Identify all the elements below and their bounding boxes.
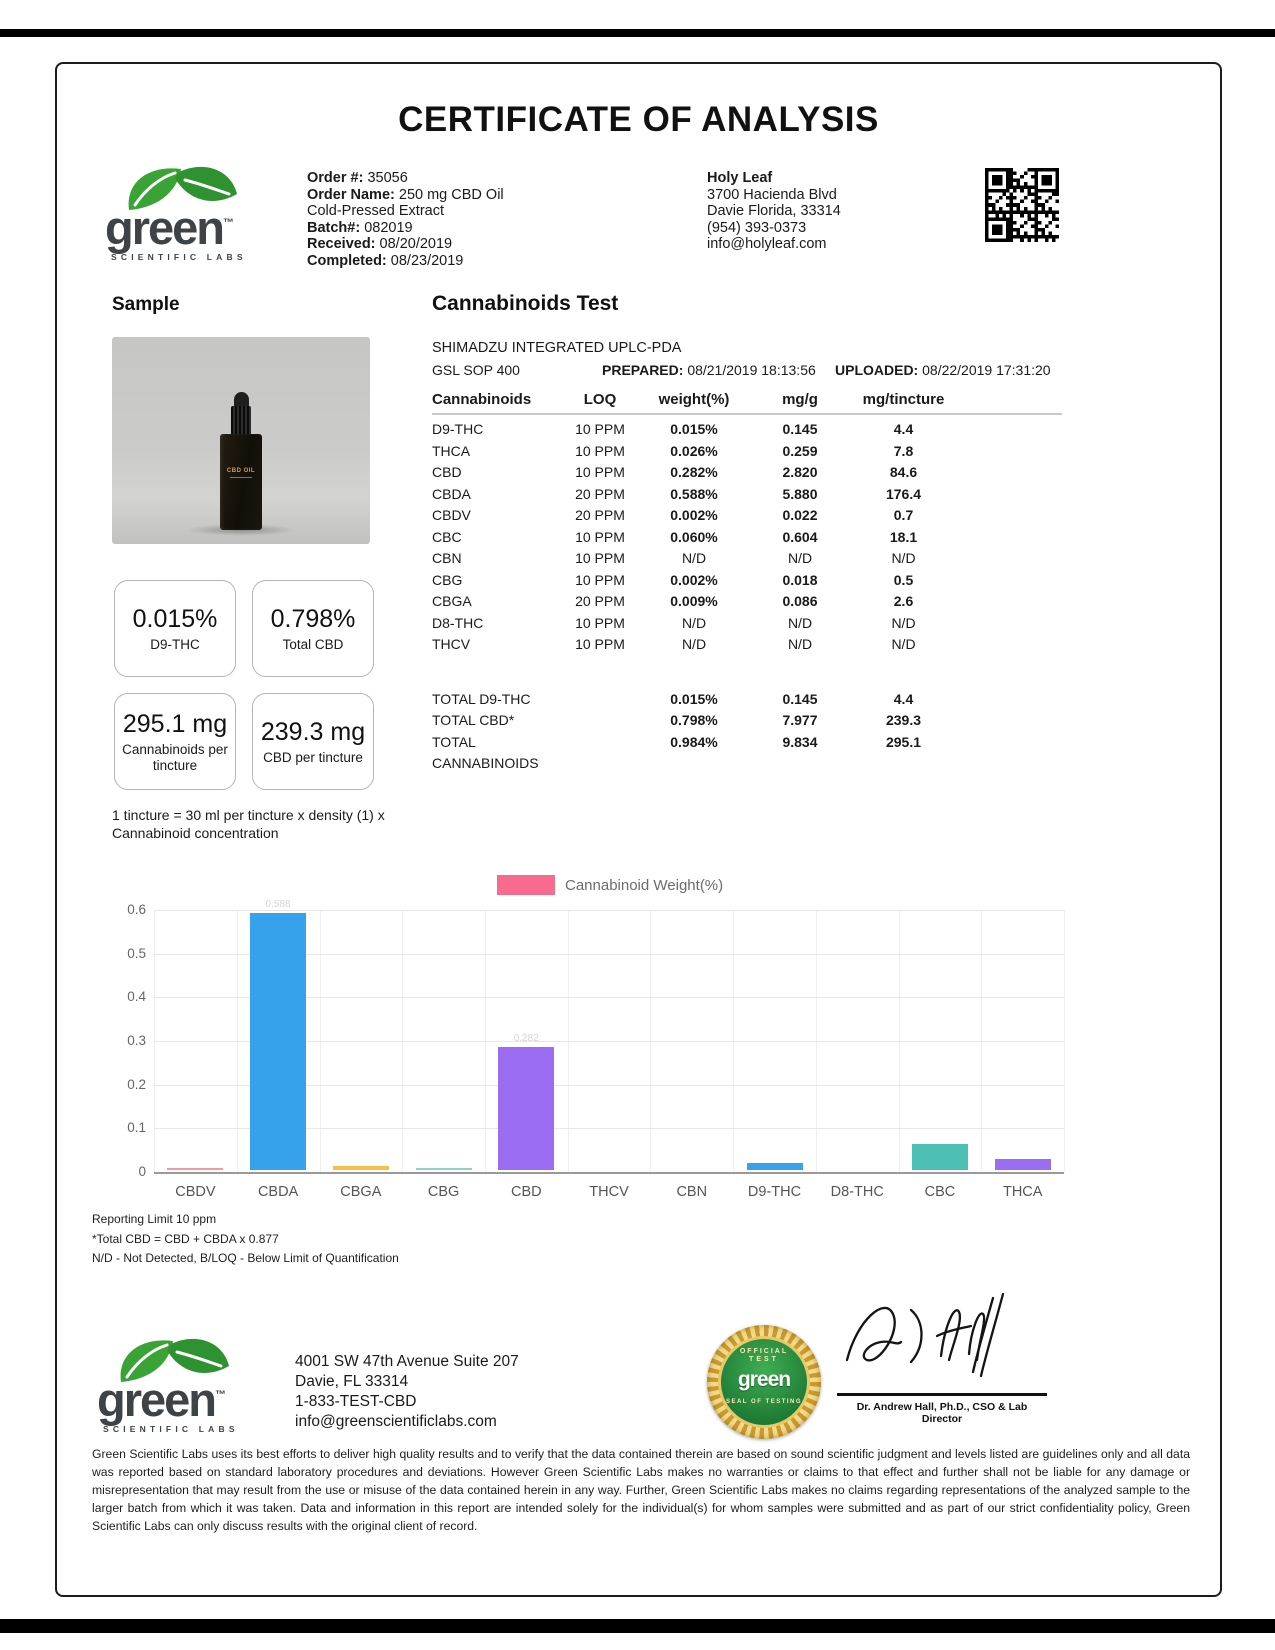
order-info-line: Completed: 08/23/2019 [307, 252, 464, 269]
footer-logo-wordmark: green™ [97, 1373, 226, 1426]
x-axis-label: CBDV [175, 1184, 216, 1200]
table-row [432, 570, 1077, 592]
table-cell: CBGA [432, 593, 472, 609]
stat-label: Total CBD [282, 636, 344, 652]
uploaded-value: 08/22/2019 17:31:20 [922, 362, 1051, 378]
chart-bar [995, 1159, 1051, 1170]
sample-stats [114, 580, 374, 790]
table-cell: N/D [681, 550, 707, 566]
table-cell: 10 PPM [575, 636, 625, 652]
table-cell: 0.022 [782, 507, 818, 523]
table-cell: THCA [432, 442, 471, 459]
table-cell [562, 710, 638, 732]
footnote-line: *Total CBD = CBD + CBDA x 0.877 [92, 1231, 279, 1246]
table-cell: 0.7 [893, 507, 914, 523]
x-axis-label: THCA [1002, 1184, 1043, 1200]
x-axis-label: CBG [427, 1184, 460, 1200]
chart-bar [333, 1166, 389, 1170]
stat-value: 295.1 mg [122, 710, 228, 738]
table-cell: 0.145 [782, 690, 818, 707]
table-header-cell: mg/g [782, 391, 818, 408]
dropper-bulb [234, 392, 249, 407]
stat-label: D9-THC [150, 636, 200, 652]
prepared-label: PREPARED: [602, 362, 684, 378]
table-cell [562, 732, 638, 775]
sample-heading: Sample [112, 294, 180, 315]
order-info-line: Order #: 35056 [307, 170, 408, 186]
x-axis-label: CBC [924, 1184, 956, 1200]
table-cell: 20 PPM [575, 485, 625, 502]
prepared-value: 08/21/2019 18:13:56 [687, 362, 816, 378]
stat-value: 0.015% [132, 604, 218, 633]
table-cell: TOTAL D9-THC [432, 690, 531, 707]
client-info-line: info@holyleaf.com [707, 236, 827, 252]
legend-swatch [497, 875, 555, 895]
stat-label: CBD per tincture [263, 749, 363, 765]
table-row [432, 527, 1077, 549]
bottle-label-line [230, 477, 252, 478]
table-cell: D8-THC [432, 614, 484, 631]
table-cell: N/D [891, 614, 916, 631]
prepared-info [602, 362, 816, 378]
table-header [432, 389, 1077, 411]
y-tick-label: 0.1 [127, 1120, 146, 1136]
footnote-line: Reporting Limit 10 ppm [92, 1212, 217, 1226]
table-header-cell: weight(%) [658, 391, 730, 408]
test-heading: Cannabinoids Test [432, 292, 619, 315]
client-info-line: (954) 393-0373 [707, 219, 807, 236]
y-tick-label: 0.6 [127, 902, 146, 917]
stat-value: 0.798% [270, 604, 356, 633]
grid-line [1064, 910, 1065, 1172]
table-cell: 7.977 [782, 712, 818, 728]
uploaded-info [835, 362, 1051, 378]
qr-code-pattern [985, 168, 1059, 242]
order-info-line: Batch#: 082019 [307, 219, 413, 236]
chart-bar [250, 913, 306, 1170]
table-cell: CBDV [432, 507, 471, 523]
table-cell: 239.3 [885, 712, 922, 728]
chart-bar [747, 1163, 803, 1170]
green-scientific-labs-logo [105, 160, 280, 262]
stat-box [252, 580, 374, 677]
cannabinoid-table [432, 389, 1077, 775]
dropper-cap [231, 406, 251, 435]
certificate-frame [55, 62, 1222, 1597]
table-cell: N/D [787, 550, 813, 566]
table-cell: 18.1 [889, 528, 918, 545]
logo-tagline: SCIENTIFIC LABS [111, 252, 247, 262]
table-cell: CBDA [432, 485, 471, 502]
order-info-label: Order Name: [307, 186, 399, 203]
y-tick-label: 0.3 [127, 1033, 146, 1048]
chart-bar [416, 1168, 472, 1170]
bottle-body [220, 434, 262, 530]
stat-box [114, 693, 236, 790]
table-cell: N/D [891, 636, 916, 652]
seal-text-official: OFFICIAL [739, 1348, 789, 1355]
x-axis-label: CBD [510, 1184, 542, 1200]
address-line: 1-833-TEST-CBD [295, 1393, 417, 1410]
client-info-line: Davie Florida, 33314 [707, 203, 841, 219]
table-cell: 0.984% [670, 733, 718, 750]
table-cell: CBN [432, 550, 462, 566]
table-row [432, 441, 1077, 463]
table-cell: 0.259 [782, 442, 818, 459]
table-row [432, 484, 1077, 506]
address-line: 4001 SW 47th Avenue Suite 207 [295, 1353, 519, 1370]
bar-value-label: 0.588 [265, 899, 291, 911]
table-cell: 5.880 [782, 485, 818, 502]
page-title: CERTIFICATE OF ANALYSIS [398, 100, 879, 139]
table-row [432, 462, 1077, 484]
qr-code [985, 168, 1059, 242]
table-cell: 295.1 [885, 733, 922, 750]
y-tick-label: 0.2 [127, 1076, 146, 1092]
table-cell: 10 PPM [575, 614, 625, 631]
y-tick-label: 0.4 [127, 989, 146, 1005]
table-totals [432, 689, 1077, 775]
order-info [307, 170, 657, 269]
address-line: info@greenscientificlabs.com [295, 1413, 497, 1430]
table-cell: D9-THC [432, 421, 484, 437]
totals-row [432, 710, 1077, 732]
totals-row [432, 732, 1077, 775]
y-tick-label: 0 [138, 1164, 146, 1179]
table-cell: 4.4 [893, 421, 914, 437]
address-line: Davie, FL 33314 [295, 1373, 409, 1390]
table-cell: 20 PPM [575, 593, 625, 609]
table-cell: 0.060% [670, 528, 718, 545]
client-name: Holy Leaf [707, 170, 773, 186]
stat-box [114, 580, 236, 677]
y-tick-label: 0.5 [127, 945, 146, 961]
bottom-border-bar [0, 1619, 1275, 1633]
cannabinoid-chart [127, 899, 1064, 1179]
table-cell: 4.4 [893, 690, 914, 707]
table-cell: 20 PPM [575, 507, 625, 523]
order-info-label: Batch#: [307, 219, 365, 236]
table-body [432, 419, 1077, 656]
table-cell: 176.4 [885, 485, 922, 502]
table-cell: N/D [681, 636, 707, 652]
table-cell: 7.8 [893, 442, 914, 459]
chart-legend [497, 875, 723, 895]
client-info [707, 170, 957, 253]
table-row [432, 591, 1077, 613]
disclaimer-text: Green Scientific Labs uses its best efforts to deliver high quality results and to verify that the data contained therein are based on sound scientific judgment and levels listed are guidelines only and all data was reported based on standard laboratory procedures and deviations. However Green Scientific Labs makes no warranties or claims to that effect and further shall not be liable for any damage or misrepresentation that may result from the use or misuse of the data contained herein in any way. Further, Green Scientific Labs makes no claims regarding representations of the analyzed sample to the larger batch from which it was taken. Data and information in this report are intended solely for the individual(s) for whom samples were submitted and as part of our strict confidentiality policy, Green Scientific Labs can only discuss results with the original client of record. [92, 1447, 1190, 1533]
table-cell: 10 PPM [575, 571, 625, 588]
table-cell: 0.002% [670, 571, 718, 588]
seal-text-test: TEST [749, 1356, 779, 1363]
top-border-bar [0, 29, 1275, 37]
table-cell: 10 PPM [575, 528, 625, 545]
table-cell: THCV [432, 636, 471, 652]
x-axis-label: CBN [676, 1184, 708, 1200]
table-cell [562, 689, 638, 711]
order-info-line: Order Name: 250 mg CBD Oil [307, 186, 504, 203]
logo-wordmark: green™ [105, 201, 234, 254]
table-cell: TOTAL CANNABINOIDS [432, 733, 539, 771]
order-info-line: Cold-Pressed Extract [307, 203, 444, 219]
order-info-line: Received: 08/20/2019 [307, 236, 453, 252]
table-row [432, 505, 1077, 527]
table-cell: CBG [432, 571, 463, 588]
table-cell: 10 PPM [575, 550, 625, 566]
table-row [432, 419, 1077, 441]
table-cell: 0.145 [782, 421, 818, 437]
table-cell: 84.6 [889, 464, 918, 480]
table-header-cell: Cannabinoids [432, 391, 532, 408]
x-axis-label: THCV [589, 1184, 629, 1200]
table-cell: 0.086 [782, 593, 818, 609]
stat-label: Cannabinoids per tincture [122, 742, 228, 773]
table-cell: 2.820 [782, 464, 818, 480]
table-cell: 0.026% [670, 442, 718, 459]
table-cell: N/D [787, 614, 813, 631]
chart-bar [167, 1168, 223, 1170]
table-cell: 10 PPM [575, 464, 625, 480]
table-cell: 9.834 [782, 733, 818, 750]
uploaded-label: UPLOADED: [835, 362, 919, 378]
official-test-seal [707, 1325, 821, 1439]
tincture-note: 1 tincture = 30 ml per tincture x density (1) x Cannabinoid concentration [112, 807, 385, 841]
table-header-cell: LOQ [583, 391, 617, 408]
chart-bar [912, 1144, 968, 1170]
test-sop: GSL SOP 400 [432, 362, 520, 378]
footnote-line: N/D - Not Detected, B/LOQ - Below Limit of Quantification [92, 1251, 399, 1265]
table-cell: N/D [681, 614, 707, 631]
bar-value-label: 0.282 [513, 1032, 539, 1044]
table-cell: N/D [891, 550, 916, 566]
table-cell: TOTAL CBD* [432, 712, 515, 728]
order-info-label: Order #: [307, 170, 368, 186]
table-cell: 0.009% [670, 593, 718, 609]
table-cell: N/D [787, 636, 813, 652]
footer-address [295, 1352, 519, 1432]
seal-brand: green [737, 1368, 791, 1391]
footer-logo [97, 1332, 277, 1434]
client-info-line: 3700 Hacienda Blvd [707, 186, 837, 203]
test-instrument: SHIMADZU INTEGRATED UPLC-PDA [432, 340, 682, 356]
stat-value: 239.3 mg [260, 717, 366, 746]
signature-line [837, 1393, 1047, 1396]
legend-label: Cannabinoid Weight(%) [565, 876, 724, 894]
x-axis-labels [154, 1184, 1064, 1200]
x-axis-label: D9-THC [747, 1184, 802, 1200]
table-row [432, 634, 1077, 656]
table-cell: 0.5 [893, 571, 914, 588]
footnotes [92, 1210, 399, 1269]
table-cell: 0.798% [670, 712, 718, 728]
bottle-label: CBD OIL [226, 468, 256, 474]
table-cell: CBD [432, 464, 462, 480]
table-cell: 0.282% [670, 464, 718, 480]
order-info-label: Completed: [307, 252, 391, 269]
seal-text-bottom: SEAL OF TESTING [725, 1399, 803, 1405]
signatory-name: Dr. Andrew Hall, Ph.D., CSO & Lab Director [856, 1401, 1028, 1425]
x-axis-label: CBGA [340, 1184, 382, 1200]
table-cell: CBC [432, 528, 462, 545]
stat-box [252, 693, 374, 790]
table-cell: 0.002% [670, 507, 718, 523]
table-cell: 0.015% [670, 690, 718, 707]
table-row [432, 613, 1077, 635]
x-axis-label: D8-THC [830, 1184, 884, 1200]
table-header-rule [432, 413, 1062, 415]
seal-inner [718, 1336, 810, 1428]
table-cell: 10 PPM [575, 421, 625, 437]
product-bottle [220, 392, 262, 530]
table-cell: 0.015% [670, 421, 718, 437]
footer-logo-tagline: SCIENTIFIC LABS [103, 1424, 239, 1434]
table-row [432, 548, 1077, 570]
table-cell: 2.6 [893, 593, 914, 609]
table-cell: 10 PPM [575, 442, 625, 459]
chart-bar [498, 1047, 554, 1170]
order-info-label: Received: [307, 236, 380, 252]
sample-photo [112, 337, 370, 544]
totals-row [432, 689, 1077, 711]
signature-icon [837, 1284, 1047, 1390]
table-cell: 0.018 [782, 571, 818, 588]
table-cell: 0.604 [782, 528, 818, 545]
table-cell: 0.588% [670, 485, 718, 502]
axis-line [154, 1172, 1064, 1174]
table-header-cell: mg/tincture [862, 391, 945, 408]
x-axis-label: CBDA [257, 1184, 299, 1200]
client-lines [707, 187, 957, 253]
